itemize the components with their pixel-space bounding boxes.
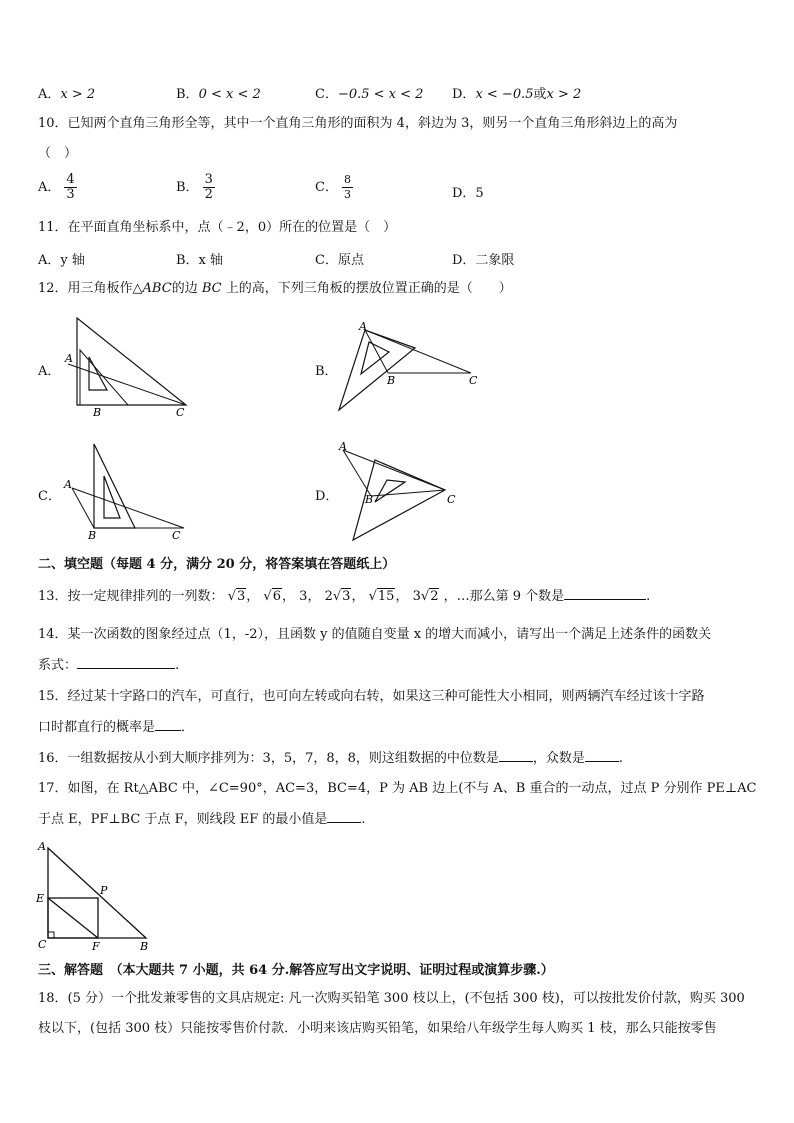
- q10-option-c: C． $\frac{8}{3}$: [315, 173, 351, 201]
- q18-line1: 18．(5 分）一个批发兼零售的文具店规定: 凡一次购买铅笔 300 枝以上，(不包括 300 枝)，可以按批发价付款，购买 300: [38, 991, 745, 1006]
- q16-line: 16．一组数据按从小到大顺序排列为：3，5，7，8，8，则这组数据的中位数是 ，众数是 .: [38, 751, 624, 766]
- q11-option-b: B．x 轴: [176, 253, 224, 268]
- q12-stem: 12．用三角板作△ABC的边 BC 上的高，下列三角板的摆放位置正确的是（ ）: [38, 281, 512, 296]
- fig-a-label-c: C: [176, 406, 185, 419]
- q11-option-c: C．原点: [315, 253, 364, 268]
- fig-a-label-a: A: [65, 352, 73, 365]
- q12-option-d-label: D．: [315, 489, 339, 504]
- section2-title: 二、填空题（每题 4 分，满分 20 分，将答案填在答题纸上）: [38, 557, 396, 572]
- fig-b-label-a: A: [359, 320, 367, 333]
- q11-stem: 11．在平面直角坐标系中，点（﹣2，0）所在的位置是（ ）: [38, 220, 397, 235]
- q12-option-c-label: C．: [38, 489, 61, 504]
- q10-option-d: D．5: [452, 186, 484, 201]
- q17-label-a: A: [38, 840, 46, 853]
- q12-option-b-label: B．: [315, 364, 338, 379]
- q9-option-a: A．x > 2: [38, 87, 96, 102]
- q9-option-c: C．−0.5 < x < 2: [315, 87, 424, 102]
- q18-line2: 枝以下，(包括 300 枝）只能按零售价付款．小明来该店购买铅笔，如果给八年级学生每人购买 1 枝，那么只能按零售: [38, 1021, 717, 1036]
- q14-line2: 系式： .: [38, 658, 180, 673]
- q10-option-a: A． $\frac{4}{3}$: [38, 172, 75, 202]
- q17-label-f: F: [92, 940, 100, 953]
- q9-option-b: B．0 < x < 2: [176, 87, 261, 102]
- fig-c-label-c: C: [172, 529, 181, 542]
- q17-label-e: E: [36, 892, 45, 905]
- q14-line1: 14．某一次函数的图象经过点（1，-2），且函数 y 的值随自变量 x 的增大而减小，请写出一个满足上述条件的函数关: [38, 627, 712, 642]
- q15-line1: 15．经过某十字路口的汽车，可直行，也可向左转或向右转，如果这三种可能性大小相同，则两辆汽车经过该十字路: [38, 689, 705, 704]
- q10-line1: 10．已知两个直角三角形全等，其中一个直角三角形的面积为 4，斜边为 3，则另一个直角三角形斜边上的高为: [38, 116, 678, 131]
- q15-line2: 口时都直行的概率是 ．: [38, 720, 195, 735]
- fig-d-label-b: B: [365, 493, 374, 506]
- q12-figure-d: [335, 440, 495, 545]
- fig-a-label-b: B: [93, 406, 102, 419]
- fig-c-label-b: B: [88, 529, 97, 542]
- q17-figure: [34, 838, 159, 953]
- q17-line2: 于点 E，PF⊥BC 于点 F，则线段 EF 的最小值是 .: [38, 812, 366, 827]
- q12-option-a-label: A．: [38, 364, 61, 379]
- q10-line2: （ ）: [38, 146, 78, 161]
- q17-label-b: B: [140, 940, 149, 953]
- fig-d-label-c: C: [447, 493, 456, 506]
- fig-b-label-c: C: [469, 374, 478, 387]
- q17-label-c: C: [38, 938, 47, 951]
- q12-figure-a: [60, 312, 195, 420]
- fig-d-label-a: A: [339, 440, 347, 453]
- q11-option-d: D．二象限: [452, 253, 515, 268]
- q12-figure-b: [335, 318, 495, 413]
- q9-option-d: D．x < −0.5或x > 2: [452, 87, 582, 102]
- q17-line1: 17．如图，在 Rt△ABC 中，∠C=90°，AC=3，BC=4，P 为 AB 边上(不与 A、B 重合的一动点，过点 P 分别作 PE⊥AC: [38, 781, 757, 796]
- fig-b-label-b: B: [387, 374, 396, 387]
- q12-figure-c: [60, 438, 195, 546]
- q17-label-p: P: [100, 884, 108, 897]
- q13-line: 13．按一定规律排列的一列数： √3， √6， 3， 2√3， √15， 3√2 ，…那么第 9 个数是 .: [38, 589, 651, 604]
- fig-c-label-a: A: [64, 478, 72, 491]
- q11-option-a: A．y 轴: [38, 253, 85, 268]
- q10-option-b: B． $\frac{3}{2}$: [176, 172, 213, 202]
- section3-title: 三、解答题 （本大题共 7 小题，共 64 分.解答应写出文字说明、证明过程或演算步骤.）: [38, 963, 554, 978]
